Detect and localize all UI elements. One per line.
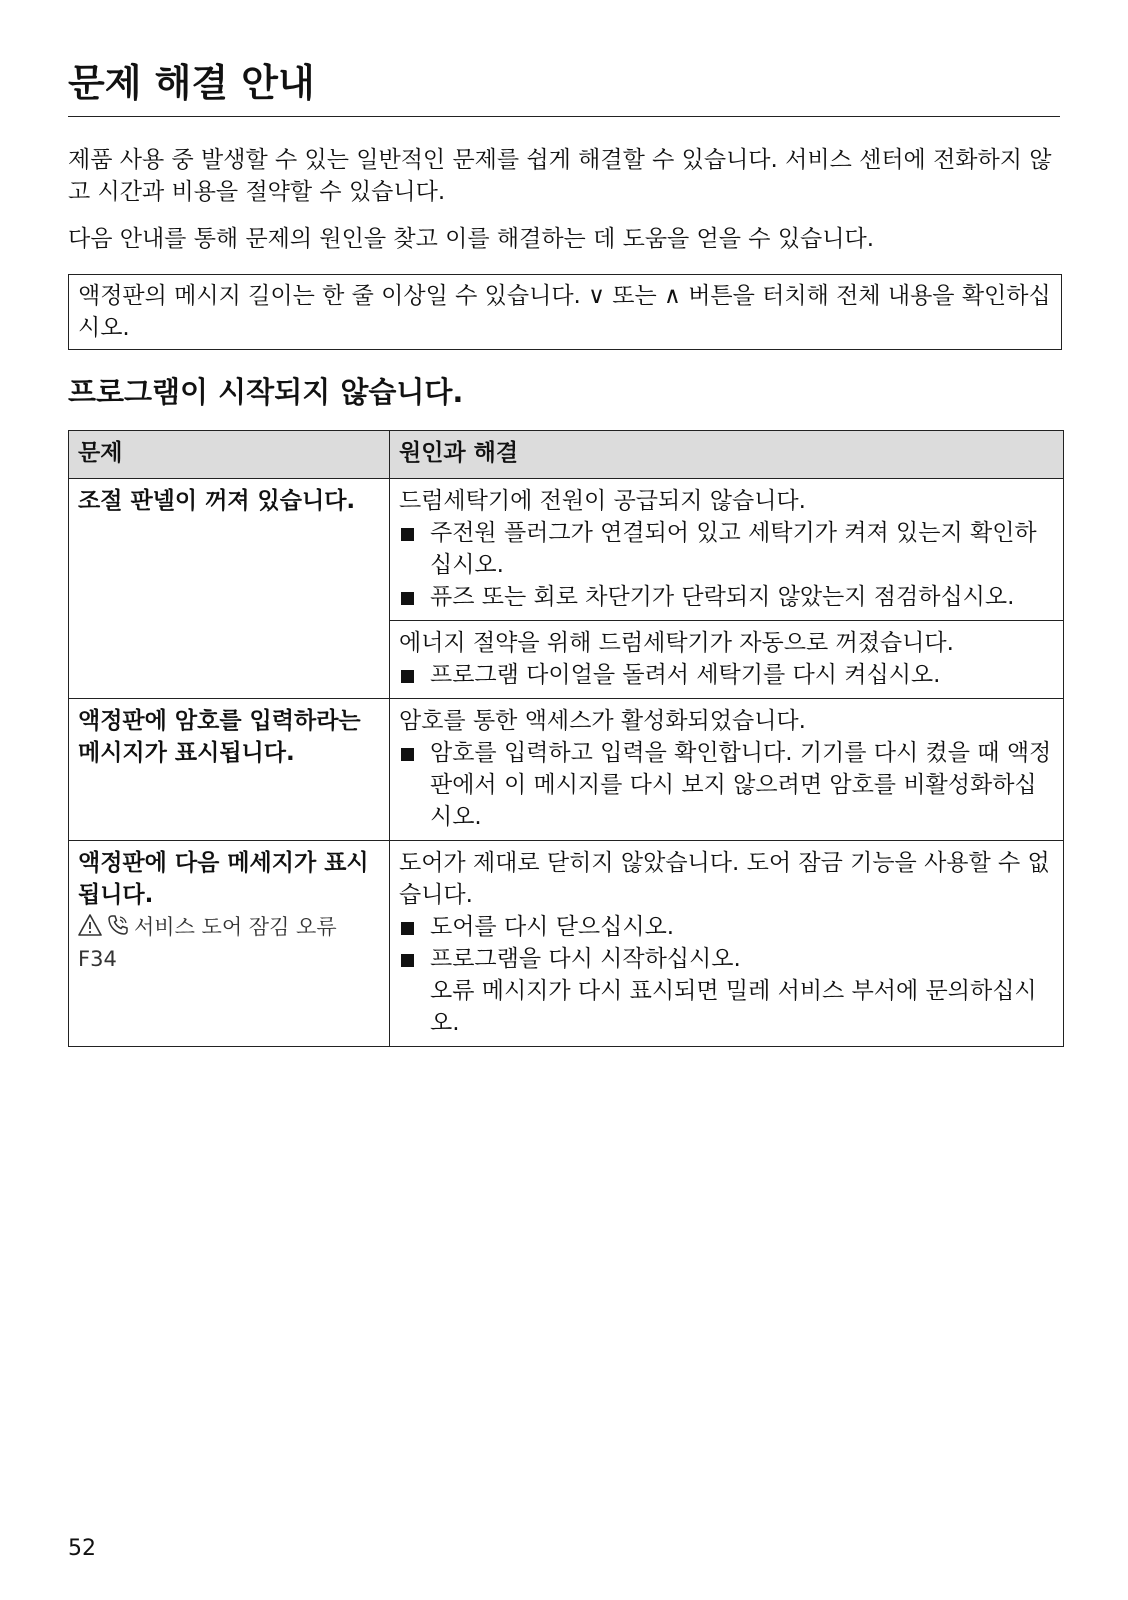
- solution-step: 도어를 다시 닫으십시오.: [399, 911, 1054, 943]
- table-row: [69, 699, 1064, 841]
- cause-text: 에너지 절약을 위해 드럼세탁기가 자동으로 꺼졌습니다.: [399, 630, 954, 656]
- problem-cell: 액정판에 암호를 입력하라는 메시지가 표시됩니다.: [69, 699, 390, 841]
- solution-step: 퓨즈 또는 회로 차단기가 단락되지 않았는지 점검하십시오.: [399, 581, 1054, 613]
- header-problem: 문제: [69, 431, 390, 479]
- solution-step: 프로그램을 다시 시작하십시오.: [399, 943, 1054, 975]
- cause-cell: [390, 699, 1064, 841]
- error-message-text: 서비스 도어 잠김 오류 F34: [78, 915, 337, 971]
- page-number: 52: [68, 1536, 96, 1561]
- solution-step: 암호를 입력하고 입력을 확인합니다. 기기를 다시 켰을 때 액정판에서 이 메시지를 다시 보지 않으려면 암호를 비활성화하십시오.: [399, 737, 1054, 833]
- intro-paragraph: 다음 안내를 통해 문제의 원인을 찾고 이를 해결하는 데 도움을 얻을 수 있습니다.: [68, 226, 875, 252]
- section-title: 프로그램이 시작되지 않습니다.: [68, 375, 464, 409]
- table-header-row: [69, 431, 1064, 479]
- phone-icon: [106, 913, 130, 937]
- problem-cell: 조절 판넬이 꺼져 있습니다.: [69, 479, 390, 699]
- intro-text: [68, 144, 1060, 270]
- cause-cell: [390, 841, 1064, 1047]
- cause-cell: [390, 621, 1064, 699]
- solution-step: 주전원 플러그가 연결되어 있고 세탁기가 켜져 있는지 확인하십시오.: [399, 517, 1054, 581]
- header-cause-solution: 원인과 해결: [390, 431, 1064, 479]
- error-message-display: [78, 911, 380, 975]
- cause-cell: [390, 479, 1064, 621]
- problem-text: 액정판에 다음 메세지가 표시됩니다.: [78, 850, 369, 908]
- page-title: 문제 해결 안내: [68, 56, 1060, 117]
- cause-text: 도어가 제대로 닫히지 않았습니다. 도어 잠금 기능을 사용할 수 없습니다.: [399, 850, 1050, 908]
- cause-text: 드럼세탁기에 전원이 공급되지 않습니다.: [399, 488, 806, 514]
- followup-text: 오류 메시지가 다시 표시되면 밀레 서비스 부서에 문의하십시오.: [430, 978, 1037, 1036]
- warning-icon: [78, 913, 102, 937]
- table-row: [69, 841, 1064, 1047]
- note-box: 액정판의 메시지 길이는 한 줄 이상일 수 있습니다. ∨ 또는 ∧ 버튼을 터치해 전체 내용을 확인하십시오.: [68, 274, 1062, 350]
- table-row: [69, 479, 1064, 621]
- cause-text: 암호를 통한 액세스가 활성화되었습니다.: [399, 708, 806, 734]
- troubleshooting-table: [68, 430, 1064, 1047]
- solution-step: 프로그램 다이얼을 돌려서 세탁기를 다시 켜십시오.: [399, 659, 1054, 691]
- intro-paragraph: 제품 사용 중 발생할 수 있는 일반적인 문제를 쉽게 해결할 수 있습니다. 서비스 센터에 전화하지 않고 시간과 비용을 절약할 수 있습니다.: [68, 147, 1052, 205]
- problem-cell: [69, 841, 390, 1047]
